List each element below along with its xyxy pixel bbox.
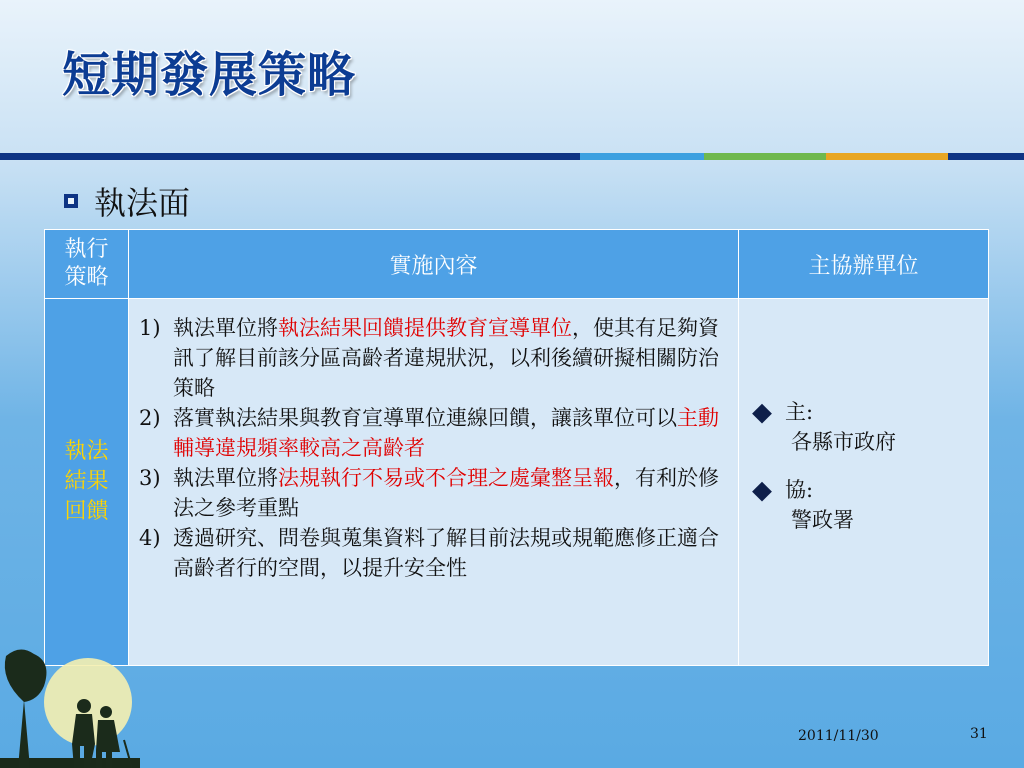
item-highlight: 法規執行不易或不合理之處彙整呈報 (278, 466, 614, 490)
item-number: 4) (139, 526, 161, 550)
elderly-couple-silhouette-icon (0, 640, 140, 768)
item-text-plain: 透過研究、問卷與蒐集資料了解目前法規或規範應修正適合高齡者行的空間，以提升安全性 (173, 526, 719, 580)
item-text-plain: 落實執法結果與教育宣導單位連線回饋，讓該單位可以 (173, 406, 677, 430)
page-number: 31 (970, 726, 988, 742)
unit-name: 各縣市政府 (791, 430, 896, 454)
item-text-plain: 執法單位將 (173, 316, 278, 340)
table-row (45, 299, 989, 666)
unit-item (749, 397, 988, 457)
item-highlight: 執法結果回饋提供教育宣導單位 (278, 316, 572, 340)
divider-accent-orange (826, 153, 948, 160)
bullet-item (64, 178, 190, 224)
strategy-line: 執法 (64, 439, 109, 464)
bullet-text: 執法面 (94, 184, 191, 222)
units-cell (739, 299, 989, 666)
diamond-bullet-icon (752, 404, 772, 424)
strategy-line: 回饋 (64, 499, 109, 524)
strategy-cell (45, 299, 129, 666)
item-text-plain: ，使其有足夠資訊了解目前該分區高齡者違規狀況，以利後續研擬相關防治策略 (173, 316, 719, 400)
unit-item (749, 475, 988, 535)
table-header-row (45, 230, 989, 299)
header-strategy (45, 230, 129, 299)
divider-accent-blue (580, 153, 704, 160)
list-item (139, 463, 732, 523)
item-text-plain: ，有利於修法之參考重點 (173, 466, 719, 520)
unit-name: 警政署 (791, 508, 854, 532)
units-list (739, 299, 988, 535)
content-list (129, 299, 738, 583)
header-strategy-line: 執行 (64, 237, 109, 262)
item-number: 2) (139, 406, 161, 430)
item-text (173, 523, 732, 583)
diamond-bullet-icon (752, 482, 772, 502)
unit-label: 協: (785, 478, 814, 502)
item-text (173, 463, 732, 523)
list-item (139, 313, 732, 403)
header-units: 主協辦單位 (739, 230, 989, 299)
list-item (139, 403, 732, 463)
header-content: 實施內容 (129, 230, 739, 299)
strategy-line: 結果 (64, 469, 109, 494)
unit-label: 主: (785, 400, 814, 424)
slide-title: 短期發展策略 (62, 47, 357, 103)
footer-date: 2011/11/30 (798, 728, 879, 744)
header-strategy-line: 策略 (64, 265, 109, 290)
item-text (173, 403, 732, 463)
divider-accent-green (704, 153, 826, 160)
item-number: 1) (139, 316, 161, 340)
list-item (139, 523, 732, 583)
item-number: 3) (139, 466, 161, 490)
item-highlight: 主動輔導違規頻率較高之高齡者 (173, 406, 719, 460)
strategy-table (44, 229, 989, 666)
content-cell (129, 299, 739, 666)
square-bullet-icon (64, 194, 78, 208)
item-text-plain: 執法單位將 (173, 466, 278, 490)
item-text (173, 313, 732, 403)
